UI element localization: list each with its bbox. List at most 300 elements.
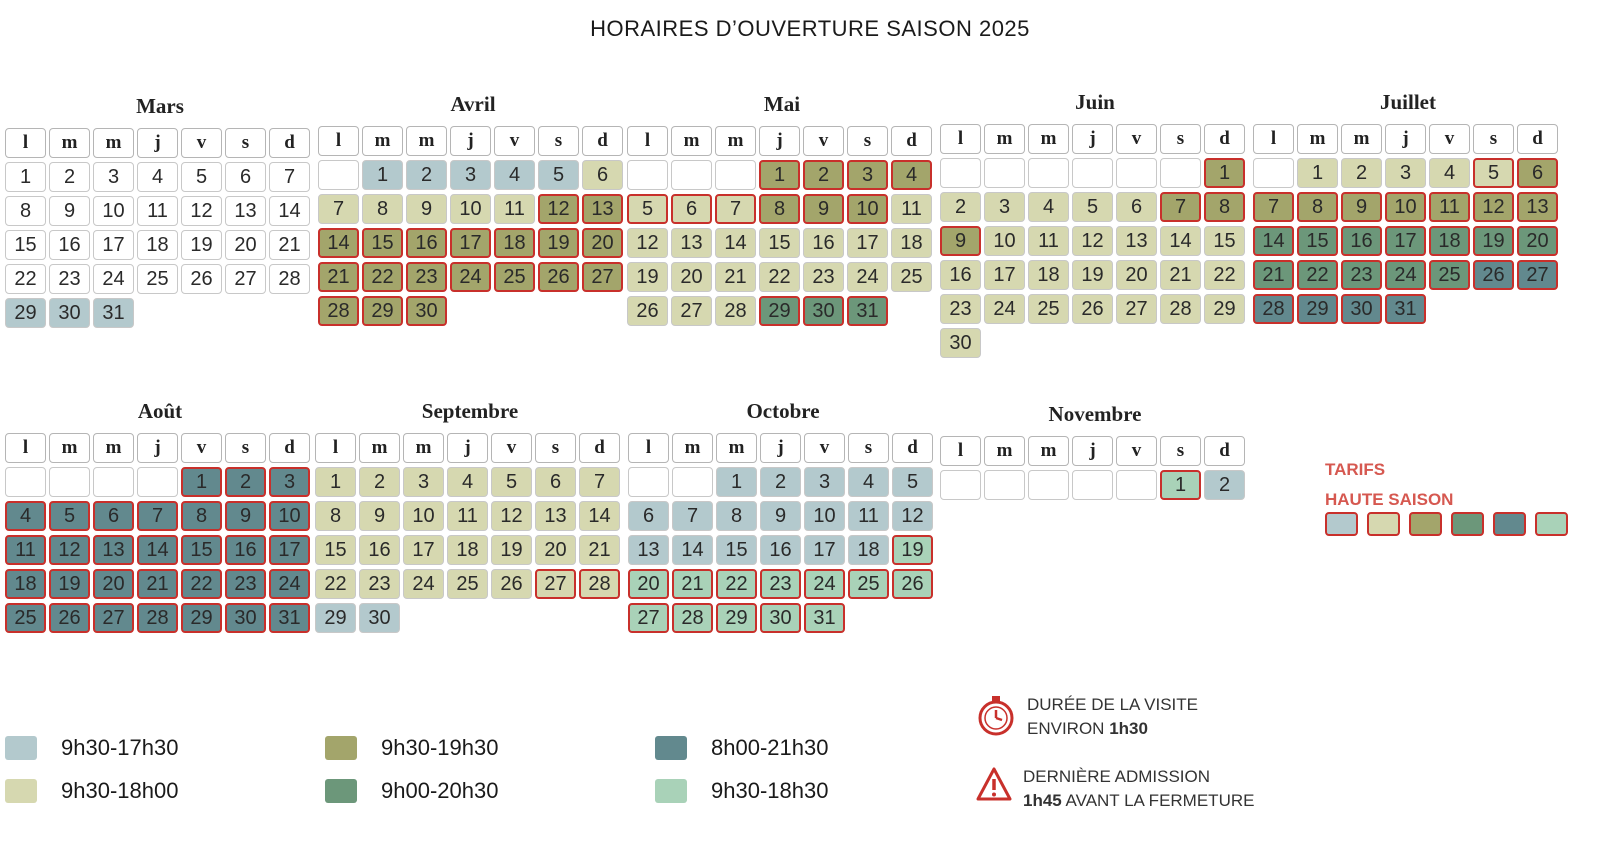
- day-cell: 26: [49, 603, 90, 633]
- day-cell: 10: [269, 501, 310, 531]
- day-cell: 1: [181, 467, 222, 497]
- weekday-header: l: [627, 126, 668, 156]
- day-cell: 9: [406, 194, 447, 224]
- weekday-header: m: [1028, 436, 1069, 466]
- admission-line1: DERNIÈRE ADMISSION: [1023, 767, 1211, 786]
- day-cell: 21: [1253, 260, 1294, 290]
- weekday-header: d: [891, 126, 932, 156]
- legend-swatch: [325, 736, 357, 760]
- day-cell: 14: [318, 228, 359, 258]
- day-cell: 29: [315, 603, 356, 633]
- weekday-header: v: [1116, 124, 1157, 154]
- day-cell: 29: [716, 603, 757, 633]
- day-cell: 1: [1204, 158, 1245, 188]
- tarif-swatch: [1451, 512, 1484, 536]
- day-cell: 5: [49, 501, 90, 531]
- day-cell: 18: [137, 230, 178, 260]
- day-cell: 23: [803, 262, 844, 292]
- weekday-header: s: [535, 433, 576, 463]
- day-cell: 25: [1429, 260, 1470, 290]
- weekday-header: j: [447, 433, 488, 463]
- day-cell: 6: [535, 467, 576, 497]
- weekday-header: m: [984, 124, 1025, 154]
- day-cell: 21: [1160, 260, 1201, 290]
- day-cell: 29: [181, 603, 222, 633]
- day-cell: 3: [1385, 158, 1426, 188]
- day-cell: 12: [491, 501, 532, 531]
- legend-label: 9h30-19h30: [381, 735, 499, 760]
- day-cell: 1: [315, 467, 356, 497]
- day-cell: 1: [716, 467, 757, 497]
- weekday-header: d: [269, 128, 310, 158]
- day-cell: 2: [940, 192, 981, 222]
- day-cell: 8: [716, 501, 757, 531]
- day-cell: 5: [627, 194, 668, 224]
- month-name: Juillet: [1380, 90, 1436, 114]
- day-cell: 11: [137, 196, 178, 226]
- weekday-header: s: [225, 433, 266, 463]
- day-cell: 2: [359, 467, 400, 497]
- month-grid: [5, 433, 315, 633]
- admission-time-value: 1h45: [1023, 791, 1062, 810]
- day-cell: 5: [1473, 158, 1514, 188]
- weekday-header: m: [716, 433, 757, 463]
- day-cell: 16: [940, 260, 981, 290]
- day-cell: 13: [1116, 226, 1157, 256]
- day-cell: 8: [1204, 192, 1245, 222]
- weekday-header: d: [1517, 124, 1558, 154]
- month-6: [315, 397, 625, 633]
- day-cell: 21: [318, 262, 359, 292]
- day-cell: 20: [93, 569, 134, 599]
- visit-line1: DURÉE DE LA VISITE: [1027, 695, 1198, 714]
- day-cell: 27: [628, 603, 669, 633]
- day-cell: 24: [450, 262, 491, 292]
- weekday-header: s: [1160, 436, 1201, 466]
- tarif-swatch: [1535, 512, 1568, 536]
- weekday-header: m: [93, 128, 134, 158]
- day-cell: 9: [1341, 192, 1382, 222]
- legend-swatch: [5, 736, 37, 760]
- day-cell: 22: [315, 569, 356, 599]
- day-cell: 31: [1385, 294, 1426, 324]
- empty-day-cell: [137, 467, 178, 497]
- empty-day-cell: [628, 467, 669, 497]
- day-cell: 30: [225, 603, 266, 633]
- empty-day-cell: [984, 470, 1025, 500]
- empty-day-cell: [940, 470, 981, 500]
- day-cell: 28: [318, 296, 359, 326]
- day-cell: 19: [49, 569, 90, 599]
- empty-day-cell: [672, 467, 713, 497]
- legend-item: [5, 733, 305, 763]
- day-cell: 27: [93, 603, 134, 633]
- day-cell: 9: [225, 501, 266, 531]
- empty-day-cell: [984, 158, 1025, 188]
- weekday-header: m: [1297, 124, 1338, 154]
- day-cell: 11: [494, 194, 535, 224]
- day-cell: 20: [1116, 260, 1157, 290]
- day-cell: 9: [760, 501, 801, 531]
- day-cell: 30: [803, 296, 844, 326]
- weekday-header: m: [672, 433, 713, 463]
- weekday-header: l: [940, 436, 981, 466]
- visit-duration-value: 1h30: [1109, 719, 1148, 738]
- day-cell: 15: [181, 535, 222, 565]
- day-cell: 27: [671, 296, 712, 326]
- month-4: [1253, 88, 1563, 324]
- tarif-swatch: [1493, 512, 1526, 536]
- day-cell: 22: [1204, 260, 1245, 290]
- month-grid: [940, 124, 1250, 358]
- tarifs-label: [1325, 455, 1453, 515]
- day-cell: 13: [93, 535, 134, 565]
- day-cell: 14: [579, 501, 620, 531]
- day-cell: 20: [582, 228, 623, 258]
- day-cell: 4: [891, 160, 932, 190]
- month-1: [318, 90, 628, 326]
- day-cell: 18: [494, 228, 535, 258]
- day-cell: 25: [891, 262, 932, 292]
- month-name: Septembre: [421, 399, 519, 423]
- day-cell: 2: [406, 160, 447, 190]
- warning-icon: [975, 765, 1013, 810]
- admission-line2-suffix: AVANT LA FERMETURE: [1061, 791, 1255, 810]
- day-cell: 6: [671, 194, 712, 224]
- legend-swatch: [655, 736, 687, 760]
- weekday-header: m: [49, 128, 90, 158]
- day-cell: 21: [269, 230, 310, 260]
- legend-item: [655, 733, 955, 763]
- day-cell: 25: [5, 603, 46, 633]
- day-cell: 1: [362, 160, 403, 190]
- day-cell: 14: [672, 535, 713, 565]
- legend-label: 9h30-18h00: [61, 778, 179, 803]
- day-cell: 10: [984, 226, 1025, 256]
- day-cell: 17: [804, 535, 845, 565]
- weekday-header: j: [137, 128, 178, 158]
- day-cell: 25: [1028, 294, 1069, 324]
- day-cell: 2: [803, 160, 844, 190]
- day-cell: 24: [269, 569, 310, 599]
- day-cell: 15: [716, 535, 757, 565]
- stopwatch-icon: [975, 693, 1017, 744]
- tarif-swatch: [1367, 512, 1400, 536]
- day-cell: 30: [1341, 294, 1382, 324]
- day-cell: 15: [1204, 226, 1245, 256]
- day-cell: 19: [491, 535, 532, 565]
- day-cell: 13: [628, 535, 669, 565]
- day-cell: 13: [225, 196, 266, 226]
- month-name: Mai: [763, 92, 801, 116]
- weekday-header: d: [1204, 436, 1245, 466]
- weekday-header: l: [318, 126, 359, 156]
- day-cell: 10: [804, 501, 845, 531]
- day-cell: 5: [181, 162, 222, 192]
- day-cell: 5: [1072, 192, 1113, 222]
- day-cell: 13: [535, 501, 576, 531]
- day-cell: 12: [538, 194, 579, 224]
- day-cell: 21: [715, 262, 756, 292]
- day-cell: 4: [1429, 158, 1470, 188]
- day-cell: 26: [1072, 294, 1113, 324]
- weekday-header: m: [362, 126, 403, 156]
- legend-swatch: [5, 779, 37, 803]
- day-cell: 24: [93, 264, 134, 294]
- empty-day-cell: [318, 160, 359, 190]
- empty-day-cell: [1072, 470, 1113, 500]
- tarifs-subtitle: HAUTE SAISON: [1325, 490, 1454, 509]
- day-cell: 21: [672, 569, 713, 599]
- day-cell: 12: [181, 196, 222, 226]
- weekday-header: m: [715, 126, 756, 156]
- day-cell: 20: [628, 569, 669, 599]
- day-cell: 20: [535, 535, 576, 565]
- weekday-header: m: [49, 433, 90, 463]
- empty-day-cell: [627, 160, 668, 190]
- month-7: [628, 397, 938, 633]
- day-cell: 18: [1028, 260, 1069, 290]
- day-cell: 7: [715, 194, 756, 224]
- legend-swatch: [325, 779, 357, 803]
- day-cell: 7: [318, 194, 359, 224]
- month-name: Juin: [1075, 90, 1115, 114]
- day-cell: 7: [1160, 192, 1201, 222]
- month-grid: [627, 126, 937, 326]
- day-cell: 23: [406, 262, 447, 292]
- legend-item: [5, 776, 305, 806]
- month-grid: [940, 436, 1250, 500]
- day-cell: 26: [491, 569, 532, 599]
- day-cell: 10: [847, 194, 888, 224]
- month-0: [5, 92, 315, 328]
- day-cell: 16: [803, 228, 844, 258]
- day-cell: 3: [403, 467, 444, 497]
- day-cell: 16: [359, 535, 400, 565]
- weekday-header: j: [1072, 124, 1113, 154]
- day-cell: 10: [93, 196, 134, 226]
- day-cell: 1: [759, 160, 800, 190]
- day-cell: 5: [892, 467, 933, 497]
- empty-day-cell: [940, 158, 981, 188]
- day-cell: 11: [5, 535, 46, 565]
- day-cell: 6: [93, 501, 134, 531]
- empty-day-cell: [1160, 158, 1201, 188]
- day-cell: 6: [628, 501, 669, 531]
- day-cell: 20: [225, 230, 266, 260]
- day-cell: 16: [1341, 226, 1382, 256]
- weekday-header: s: [1473, 124, 1514, 154]
- month-grid: [628, 433, 938, 633]
- empty-day-cell: [1028, 158, 1069, 188]
- weekday-header: d: [892, 433, 933, 463]
- day-cell: 10: [450, 194, 491, 224]
- weekday-header: l: [5, 128, 46, 158]
- day-cell: 31: [804, 603, 845, 633]
- day-cell: 4: [137, 162, 178, 192]
- weekday-header: d: [579, 433, 620, 463]
- empty-day-cell: [1116, 470, 1157, 500]
- day-cell: 13: [1517, 192, 1558, 222]
- day-cell: 8: [315, 501, 356, 531]
- legend-item: [655, 776, 955, 806]
- day-cell: 28: [1253, 294, 1294, 324]
- weekday-header: l: [5, 433, 46, 463]
- day-cell: 13: [582, 194, 623, 224]
- day-cell: 24: [847, 262, 888, 292]
- day-cell: 1: [5, 162, 46, 192]
- day-cell: 11: [447, 501, 488, 531]
- weekday-header: v: [803, 126, 844, 156]
- day-cell: 3: [450, 160, 491, 190]
- day-cell: 30: [49, 298, 90, 328]
- weekday-header: l: [1253, 124, 1294, 154]
- day-cell: 23: [225, 569, 266, 599]
- month-name: Mars: [136, 94, 184, 118]
- month-name: Octobre: [746, 399, 820, 423]
- day-cell: 8: [1297, 192, 1338, 222]
- month-grid: [5, 128, 315, 328]
- day-cell: 30: [760, 603, 801, 633]
- legend-label: 9h30-18h30: [711, 778, 829, 803]
- month-name: Août: [137, 399, 183, 423]
- empty-day-cell: [49, 467, 90, 497]
- day-cell: 27: [225, 264, 266, 294]
- day-cell: 28: [269, 264, 310, 294]
- weekday-header: m: [984, 436, 1025, 466]
- day-cell: 20: [671, 262, 712, 292]
- legend-label: 9h30-17h30: [61, 735, 179, 760]
- day-cell: 22: [1297, 260, 1338, 290]
- day-cell: 25: [494, 262, 535, 292]
- empty-day-cell: [1072, 158, 1113, 188]
- weekday-header: m: [1341, 124, 1382, 154]
- day-cell: 14: [715, 228, 756, 258]
- day-cell: 14: [269, 196, 310, 226]
- day-cell: 17: [403, 535, 444, 565]
- day-cell: 2: [1204, 470, 1245, 500]
- day-cell: 8: [5, 196, 46, 226]
- day-cell: 22: [716, 569, 757, 599]
- day-cell: 2: [1341, 158, 1382, 188]
- day-cell: 2: [49, 162, 90, 192]
- day-cell: 21: [137, 569, 178, 599]
- day-cell: 28: [137, 603, 178, 633]
- day-cell: 31: [93, 298, 134, 328]
- day-cell: 10: [403, 501, 444, 531]
- day-cell: 8: [759, 194, 800, 224]
- day-cell: 15: [759, 228, 800, 258]
- day-cell: 25: [848, 569, 889, 599]
- day-cell: 26: [181, 264, 222, 294]
- weekday-header: j: [137, 433, 178, 463]
- day-cell: 19: [1473, 226, 1514, 256]
- day-cell: 20: [1517, 226, 1558, 256]
- day-cell: 15: [5, 230, 46, 260]
- day-cell: 19: [1072, 260, 1113, 290]
- day-cell: 29: [759, 296, 800, 326]
- empty-day-cell: [5, 467, 46, 497]
- day-cell: 26: [892, 569, 933, 599]
- day-cell: 1: [1160, 470, 1201, 500]
- weekday-header: v: [491, 433, 532, 463]
- weekday-header: s: [847, 126, 888, 156]
- day-cell: 21: [579, 535, 620, 565]
- day-cell: 29: [362, 296, 403, 326]
- day-cell: 28: [579, 569, 620, 599]
- day-cell: 19: [181, 230, 222, 260]
- day-cell: 6: [1116, 192, 1157, 222]
- day-cell: 30: [940, 328, 981, 358]
- day-cell: 7: [269, 162, 310, 192]
- day-cell: 22: [181, 569, 222, 599]
- day-cell: 30: [359, 603, 400, 633]
- day-cell: 29: [1204, 294, 1245, 324]
- day-cell: 29: [5, 298, 46, 328]
- month-grid: [318, 126, 628, 326]
- day-cell: 16: [406, 228, 447, 258]
- weekday-header: v: [1116, 436, 1157, 466]
- day-cell: 16: [49, 230, 90, 260]
- weekday-header: v: [1429, 124, 1470, 154]
- month-grid: [315, 433, 625, 633]
- day-cell: 29: [1297, 294, 1338, 324]
- day-cell: 27: [582, 262, 623, 292]
- day-cell: 24: [804, 569, 845, 599]
- weekday-header: v: [804, 433, 845, 463]
- day-cell: 9: [940, 226, 981, 256]
- legend-label: 8h00-21h30: [711, 735, 829, 760]
- weekday-header: d: [269, 433, 310, 463]
- day-cell: 16: [225, 535, 266, 565]
- day-cell: 24: [403, 569, 444, 599]
- day-cell: 31: [269, 603, 310, 633]
- day-cell: 22: [362, 262, 403, 292]
- weekday-header: v: [494, 126, 535, 156]
- day-cell: 7: [1253, 192, 1294, 222]
- day-cell: 7: [579, 467, 620, 497]
- day-cell: 17: [93, 230, 134, 260]
- weekday-header: v: [181, 128, 222, 158]
- month-3: [940, 88, 1250, 358]
- day-cell: 11: [1028, 226, 1069, 256]
- day-cell: 11: [891, 194, 932, 224]
- tarifs-title: TARIFS: [1325, 460, 1386, 479]
- day-cell: 4: [848, 467, 889, 497]
- day-cell: 26: [1473, 260, 1514, 290]
- day-cell: 3: [269, 467, 310, 497]
- day-cell: 12: [892, 501, 933, 531]
- day-cell: 28: [715, 296, 756, 326]
- visit-line2-prefix: ENVIRON: [1027, 719, 1110, 738]
- weekday-header: m: [359, 433, 400, 463]
- day-cell: 11: [1429, 192, 1470, 222]
- weekday-header: m: [93, 433, 134, 463]
- tarif-swatch: [1409, 512, 1442, 536]
- day-cell: 14: [1160, 226, 1201, 256]
- weekday-header: d: [1204, 124, 1245, 154]
- day-cell: 12: [1473, 192, 1514, 222]
- day-cell: 16: [760, 535, 801, 565]
- page-title: HORAIRES D’OUVERTURE SAISON 2025: [590, 16, 1030, 41]
- weekday-header: l: [315, 433, 356, 463]
- day-cell: 9: [803, 194, 844, 224]
- day-cell: 15: [1297, 226, 1338, 256]
- last-admission: [975, 765, 1254, 813]
- weekday-header: j: [760, 433, 801, 463]
- day-cell: 24: [1385, 260, 1426, 290]
- day-cell: 8: [181, 501, 222, 531]
